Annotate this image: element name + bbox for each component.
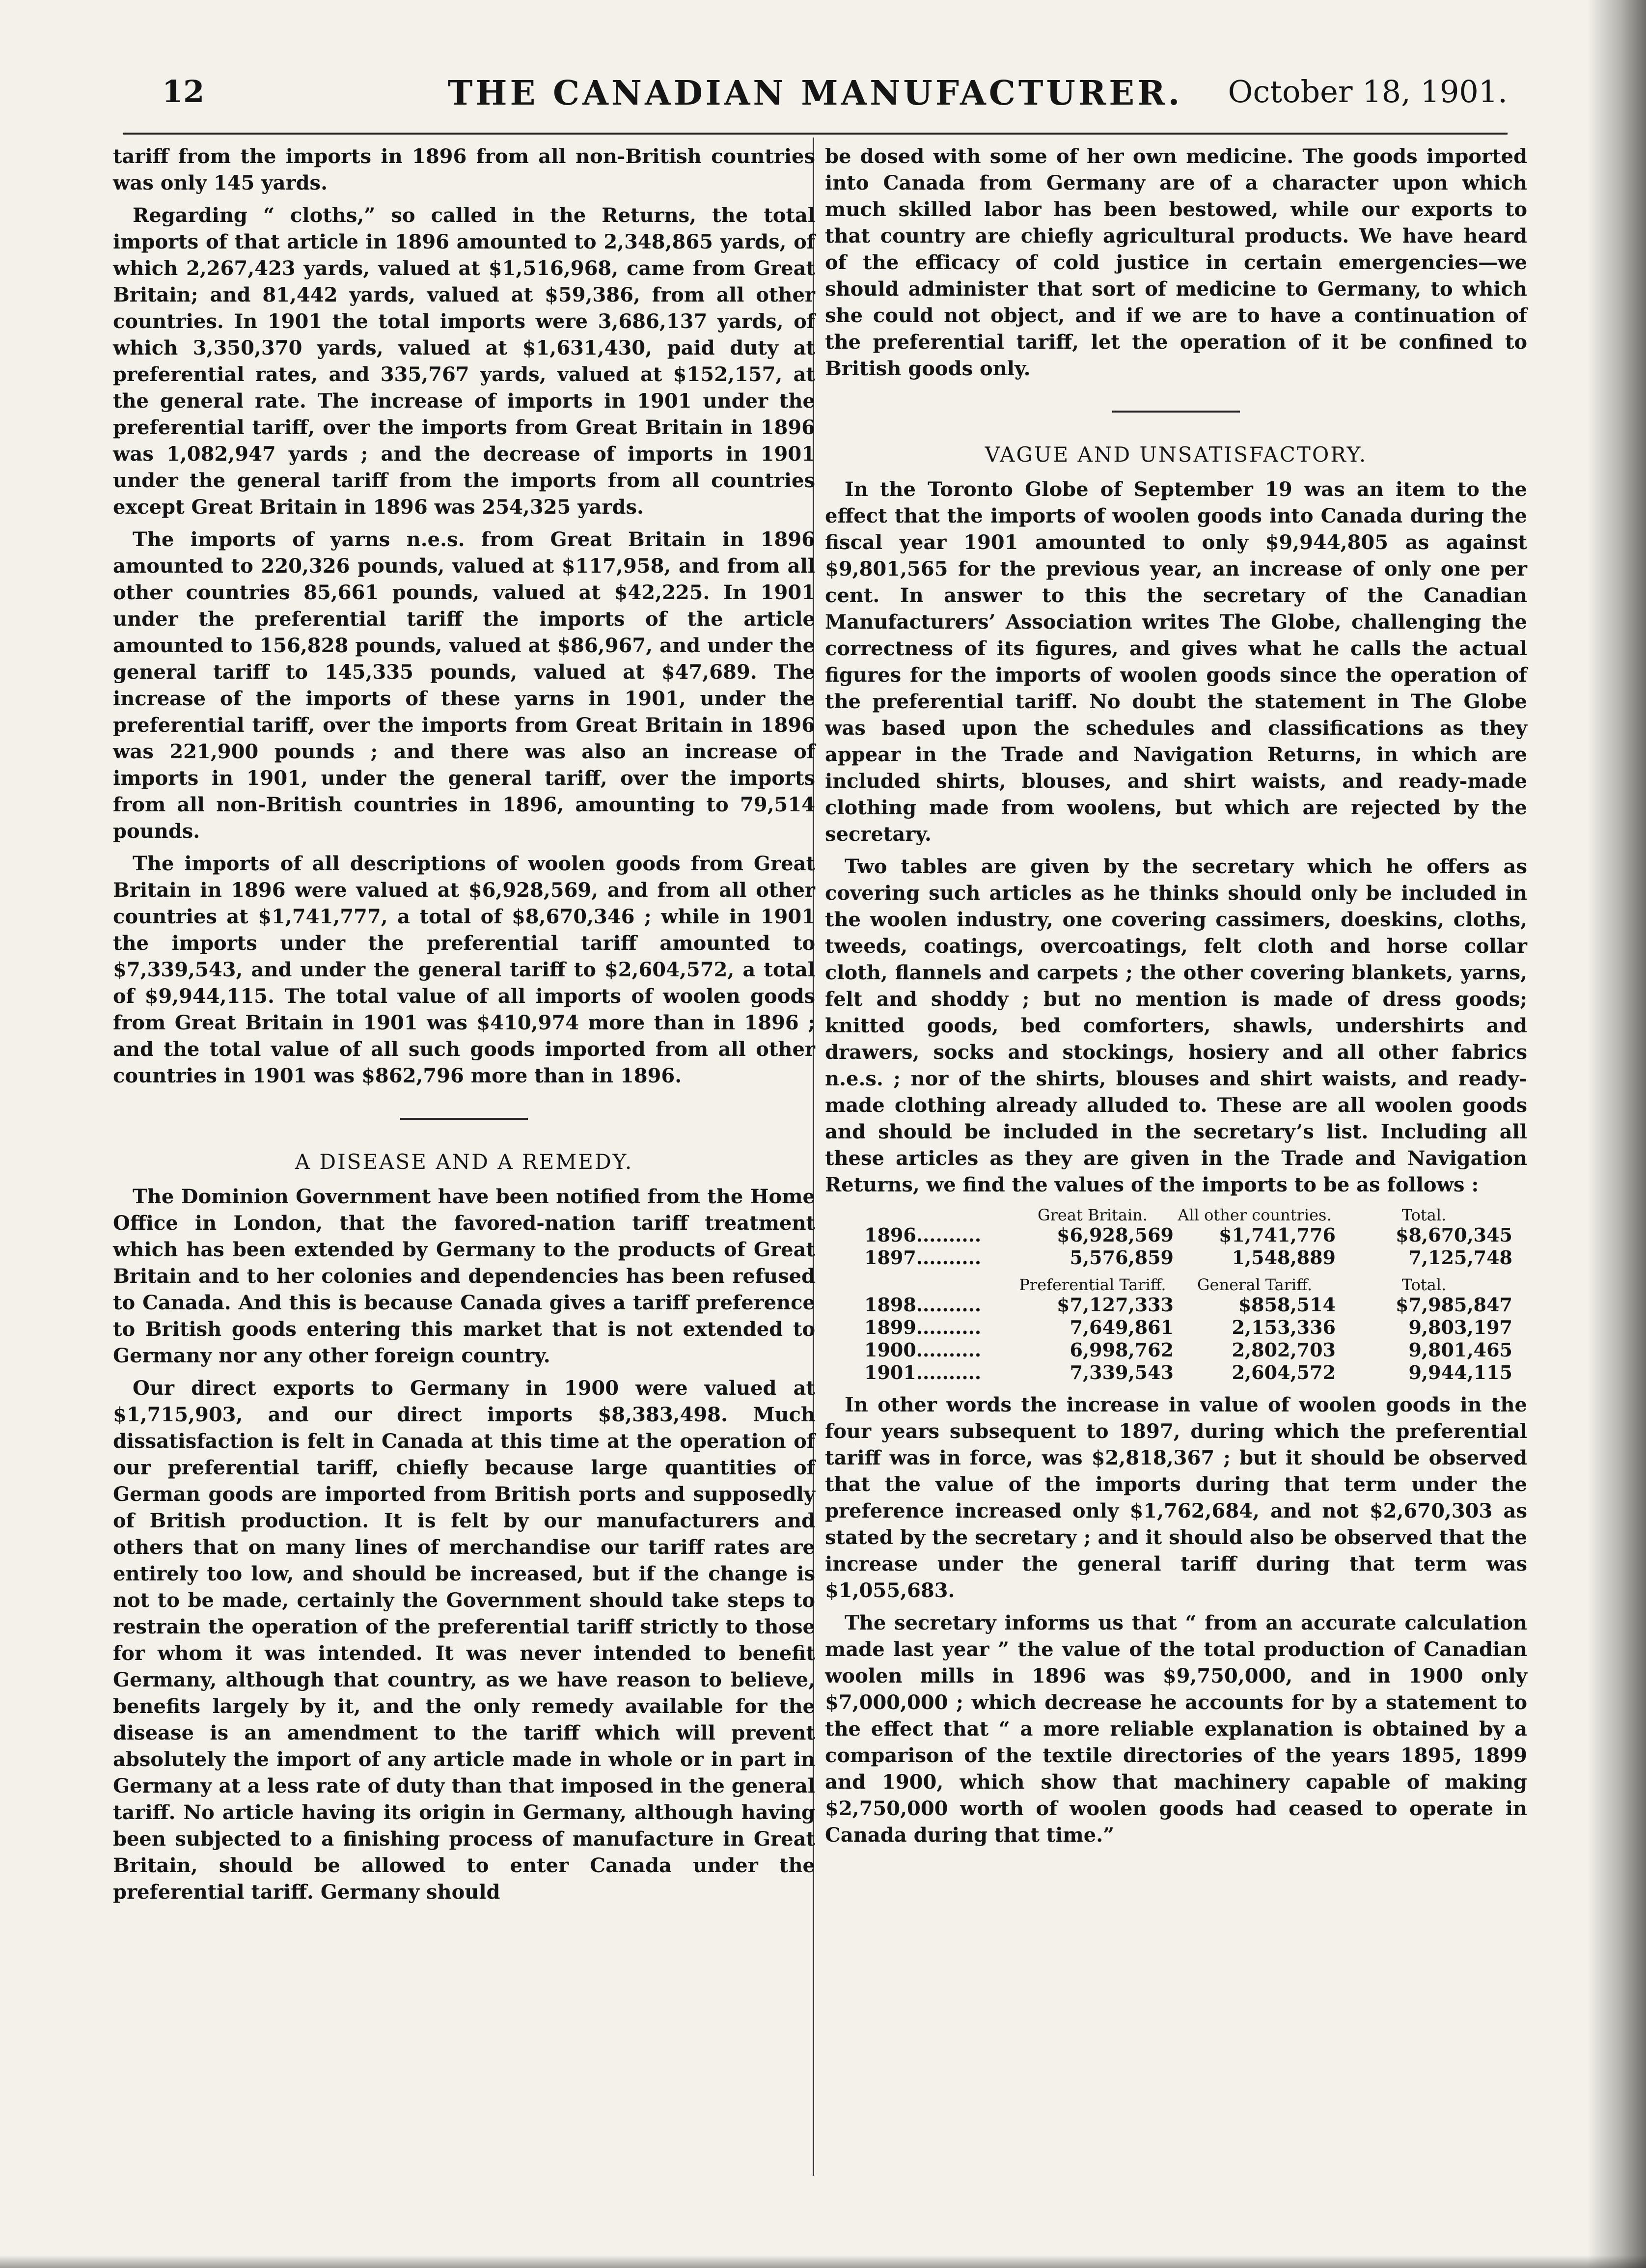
binding-shadow [1587,0,1646,2268]
page-header [123,74,1508,133]
table-cell: $858,514 [1238,1294,1336,1316]
table-header-cell: General Tariff. [1197,1275,1313,1294]
table-leader: .......... [916,1316,982,1338]
table-cell: 5,576,859 [1070,1246,1174,1269]
section-rule [1112,411,1240,413]
table-row [825,1246,1527,1269]
table-leader: .......... [916,1224,982,1246]
table-cell: 6,998,762 [1070,1339,1174,1361]
table-header-cell [825,1206,1012,1224]
paragraph-cloths-continuation: tariff from the imports in 1896 from all non-British countries was only 145 yards. [113,145,815,194]
paragraph-cloths: Regarding “ cloths,” so called in the Returns, the total imports of that article in 1896 amounted to 2,348,865 yards, of which 2,267,423 yards, valued at $1,516,968, came from Great Britain; and 81,442 yards, valued at $59,386, from all other countries. In 1901 the total imports were 3,686,137 yards, of which 3,350,370 yards, valued at $1,631,430, paid duty at preferential rates, and 335,767 yards, valued at $152,157, at the general rate. The increase of imports in 1901 under the preferential tariff, over the imports from Great Britain in 1896 was 1,082,947 yards ; and the decrease of imports in 1901 under the general tariff from the imports from all countries except Great Britain in 1896 was 254,325 yards. [113,204,815,519]
paragraph-other-words: In other words the increase in value of woolen goods in the four years subsequent to 1897, during which the preferential tariff was in force, was $2,818,367 ; but it should be observed that the value of the imports during that term under the preference increased only $1,762,684, and not $2,670,303 as stated by the secretary ; and it should also be observed that the increase under the general tariff during that term was $1,055,683. [825,1393,1527,1602]
table-row [825,1361,1527,1384]
table-cell-year: 1900 [864,1339,916,1361]
table-cell: 2,153,336 [1232,1316,1336,1338]
table-cell: 9,801,465 [1408,1339,1512,1361]
table-row [825,1294,1527,1316]
table-leader: .......... [916,1294,982,1316]
table-cell-year: 1899 [864,1316,916,1338]
header-rule [123,133,1508,135]
paragraph-two-tables: Two tables are given by the secretary which he offers as covering such articles as he thinks should only be included in the woolen industry, one covering cassimers, doeskins, cloths, tweeds, coatings, overcoatings, felt cloth and horse collar cloth, flannels and carpets ; the other covering blankets, yarns, felt and shoddy ; but no mention is made of dress goods; knitted goods, bed comforters, shawls, undershirts and drawers, socks and stockings, hosiery and all other fabrics n.e.s. ; nor of the shirts, blouses and shirt waists, and ready-made clothing already alluded to. These are all woolen goods and should be included in the secretary’s list. Including all these articles as they are given in the Trade and Navigation Returns, we find the values of the imports to be as follows : [825,855,1527,1196]
table-header-cell: Total. [1401,1206,1447,1224]
table-leader: .......... [916,1361,982,1383]
table-cell-year: 1898 [864,1294,916,1316]
paragraph-toronto-globe: In the Toronto Globe of September 19 was an item to the effect that the imports of woolen goods into Canada during the fiscal year 1901 amounted to only $9,944,805 as against $9,801,565 for the previous year, an increase of only one per cent. In answer to this the secretary of the Canadian Manufacturers’ Association writes The Globe, challenging the correctness of its figures, and gives what he calls the actual figures for the imports of woolen goods since the operation of the preferential tariff. No doubt the statement in The Globe was based upon the schedules and classifications as they appear in the Trade and Navigation Returns, in which are included shirts, blouses, and shirt waists, and ready-made clothing made from woolens, but which are rejected by the secretary. [825,478,1527,846]
left-column [113,143,815,1911]
table-header-cell: Preferential Tariff. [1019,1275,1166,1294]
table-header-1 [825,1206,1527,1224]
paragraph-secretary-informs: The secretary informs us that “ from an accurate calculation made last year ” the value of the total production of Canadian woolen mills in 1896 was $9,750,000, and in 1900 only $7,000,000 ; which decrease he accounts for by a statement to the effect that “ a more reliable explanation is obtained by a comparison of the textile directories of the years 1895, 1899 and 1900, which show that machinery capable of making $2,750,000 worth of woolen goods had ceased to operate in Canada during that time.” [825,1611,1527,1847]
table-cell: 2,604,572 [1232,1361,1336,1383]
paragraph-yarns: The imports of yarns n.e.s. from Great Britain in 1896 amounted to 220,326 pounds, valued at $117,958, and from all other countries 85,661 pounds, valued at $42,225. In 1901 under the preferential tariff the imports of the article amounted to 156,828 pounds, valued at $86,967, and under the general tariff to 145,335 pounds, valued at $47,689. The increase of the imports of these yarns in 1901, under the preferential tariff, over the imports from Great Britain in 1896 was 221,900 pounds ; and there was also an increase of imports in 1901, under the general tariff, over the imports from all non-British countries in 1896, amounting to 79,514 pounds. [113,528,815,843]
table-leader: .......... [916,1246,982,1269]
table-cell: $6,928,569 [1057,1224,1174,1246]
table-leader: .......... [916,1339,982,1361]
table-cell-year: 1901 [864,1361,916,1383]
table-cell-year: 1896 [864,1224,916,1246]
imports-table [825,1206,1527,1384]
table-cell: 1,548,889 [1232,1246,1336,1269]
journal-title: THE CANADIAN MANUFACTURER. [447,74,1183,113]
table-cell: $8,670,345 [1396,1224,1512,1246]
table-header-2 [825,1276,1527,1294]
table-header-cell [825,1276,1012,1294]
page-number: 12 [162,74,205,110]
heading-disease-remedy: A DISEASE AND A REMEDY. [295,1150,633,1174]
table-cell: 9,944,115 [1408,1361,1512,1383]
table-cell: 7,339,543 [1070,1361,1174,1383]
section-rule [400,1118,528,1120]
table-row [825,1339,1527,1361]
heading-vague-unsatisfactory: VAGUE AND UNSATISFACTORY. [985,443,1368,467]
table-cell: 7,125,748 [1408,1246,1512,1269]
table-cell: 9,803,197 [1408,1316,1512,1338]
paragraph-woolen-totals: The imports of all descriptions of woolen goods from Great Britain in 1896 were valued at $6,928,569, and from all other countries at $1,741,777, a total of $8,670,346 ; while in 1901 the imports under the preferential tariff amounted to $7,339,543, and under the general tariff to $2,604,572, a total of $9,944,115. The total value of all imports of woolen goods from Great Britain in 1901 was $410,974 more than in 1896 ; and the total value of all such goods imported from all other countries in 1901 was $862,796 more than in 1896. [113,852,815,1087]
paragraph-dominion-government: The Dominion Government have been notified from the Home Office in London, that the favored-nation tariff treatment which has been extended by Germany to the products of Great Britain and to her colonies and dependencies has been refused to Canada. And this is because Canada gives a tariff preference to British goods entering this market that is not extended to Germany nor any other foreign country. [113,1185,815,1367]
table-row [825,1224,1527,1246]
table-cell-year: 1897 [864,1246,916,1269]
bottom-edge-shadow [0,2255,1646,2268]
table-cell: 7,649,861 [1070,1316,1174,1338]
table-cell: 2,802,703 [1232,1339,1336,1361]
table-header-cell: Total. [1401,1275,1447,1294]
table-cell: $1,741,776 [1219,1224,1336,1246]
paragraph-germany-continuation: be dosed with some of her own medicine. The goods imported into Canada from Germany are of a character upon which much skilled labor has been bestowed, while our exports to that country are chiefly agricultural products. We have heard of the efficacy of cold justice in certain emergencies—we should administer that sort of medicine to Germany, to which she could not object, and if we are to have a continuation of the preferential tariff, let the operation of it be confined to British goods only. [825,145,1527,380]
table-cell: $7,985,847 [1396,1294,1512,1316]
paragraph-direct-exports: Our direct exports to Germany in 1900 were valued at $1,715,903, and our direct imports $8,383,498. Much dissatisfaction is felt in Canada at this time at the operation of our preferential tariff, chiefly because large quantities of German goods are imported from British ports and supposedly of British production. It is felt by our manufacturers and others that on many lines of merchandise our tariff rates are entirely too low, and should be increased, but if the change is not to be made, certainly the Government should take steps to restrain the operation of the preferential tariff strictly to those for whom it was intended. It was never intended to benefit Germany, although that country, as we have reason to believe, benefits largely by it, and the only remedy available for the disease is an amendment to the tariff which will prevent absolutely the import of any article made in whole or in part in Germany at a less rate of duty than that imposed in the general tariff. No article having its origin in Germany, although having been subjected to a finishing process of manufacture in Great Britain, should be allowed to enter Canada under the preferential tariff. Germany should [113,1377,815,1904]
table-row [825,1316,1527,1339]
table-cell: $7,127,333 [1057,1294,1174,1316]
table-header-cell: Great Britain. [1038,1206,1148,1224]
table-header-cell: All other countries. [1178,1206,1332,1224]
right-column [825,143,1527,1854]
issue-date: October 18, 1901. [1228,74,1508,110]
